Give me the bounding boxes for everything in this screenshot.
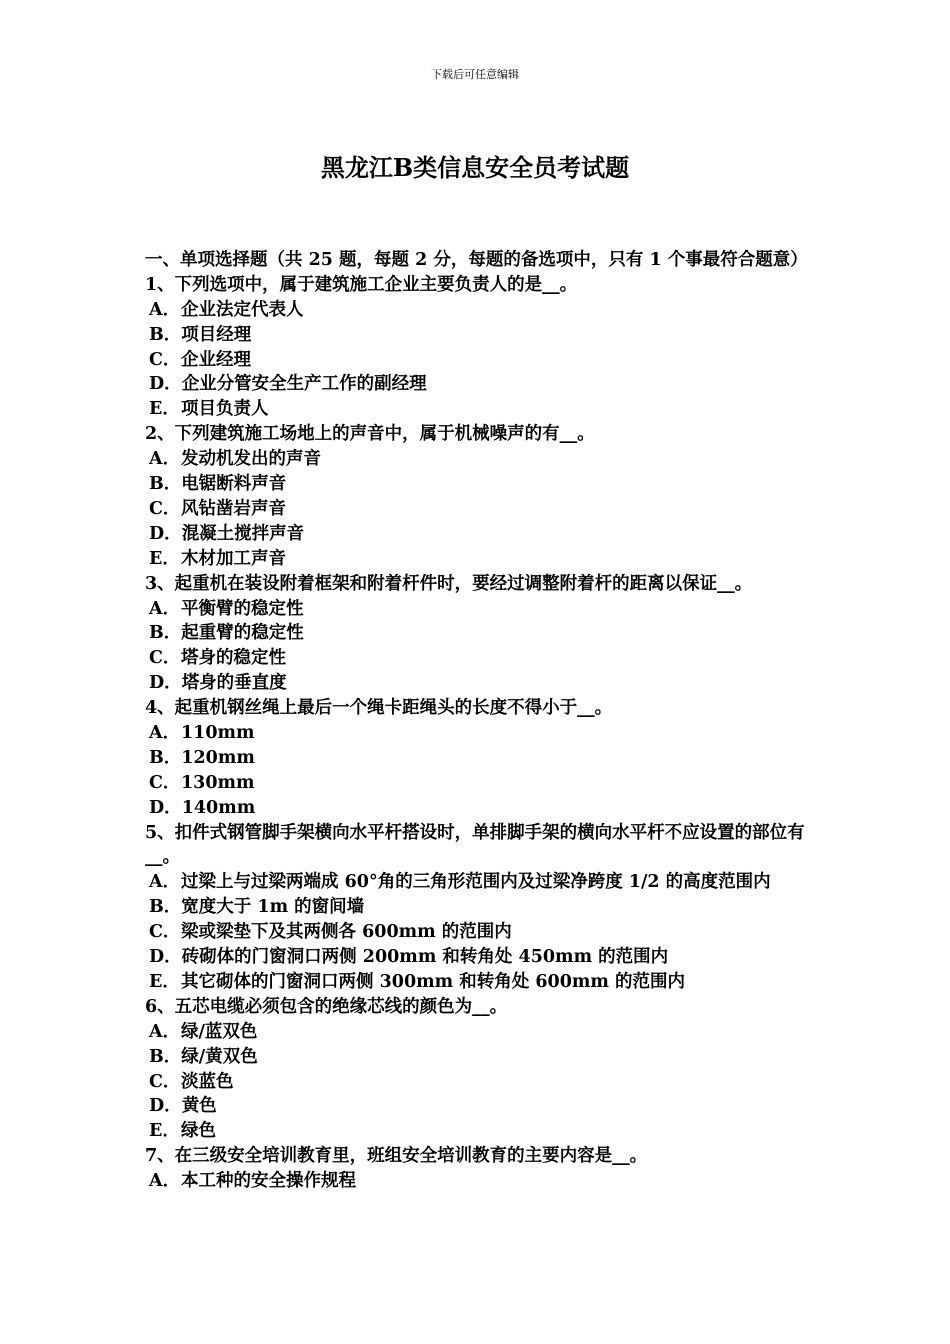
- option-letter: B．: [149, 324, 182, 345]
- option-text: 绿/蓝双色: [181, 1021, 258, 1042]
- option-text: 发动机发出的声音: [181, 449, 321, 470]
- option-letter: B．: [149, 747, 182, 768]
- option-text: 110mm: [181, 723, 255, 743]
- question-text: 4、起重机钢丝绳上最后一个绳卡距绳头的长度不得小于__。: [145, 698, 613, 719]
- answer-option: [145, 522, 813, 547]
- question-block: [145, 995, 813, 1144]
- option-text: 项目负责人: [181, 399, 269, 420]
- question-text: 1、下列选项中，属于建筑施工企业主要负责人的是__。: [145, 274, 578, 295]
- option-text: 砖砌体的门窗洞口两侧 200mm 和转角处 450mm 的范围内: [181, 947, 669, 968]
- option-text: 过梁上与过梁两端成 60°角的三角形范围内及过梁净跨度 1/2 的高度范围内: [181, 872, 771, 893]
- answer-option: [145, 372, 813, 397]
- option-letter: E．: [149, 971, 180, 992]
- option-text: 企业分管安全生产工作的副经理: [181, 374, 427, 395]
- answer-option: [145, 1094, 813, 1119]
- answer-option: [145, 895, 813, 920]
- option-text: 项目经理: [181, 324, 252, 345]
- question-text: 3、起重机在装设附着框架和附着杆件时，要经过调整附着杆的距离以保证__。: [145, 573, 753, 594]
- answer-option: [145, 870, 813, 895]
- answer-option: [145, 298, 813, 323]
- option-letter: A．: [149, 598, 181, 619]
- option-letter: E．: [149, 399, 180, 420]
- option-text: 平衡臂的稳定性: [181, 598, 304, 619]
- option-letter: B．: [149, 623, 182, 644]
- answer-option: [145, 1070, 813, 1095]
- answer-option: [145, 1045, 813, 1070]
- question-text: 5、扣件式钢管脚手架横向水平杆搭设时，单排脚手架的横向水平杆不应设置的部位有__。: [145, 822, 805, 868]
- option-letter: C．: [149, 922, 181, 943]
- option-letter: A．: [149, 449, 181, 470]
- answer-option: [145, 1169, 813, 1194]
- question-block: [145, 422, 813, 571]
- option-text: 黄色: [181, 1096, 217, 1117]
- option-text: 本工种的安全操作规程: [181, 1171, 356, 1192]
- answer-option: [145, 447, 813, 472]
- question-block: [145, 696, 813, 820]
- question-list: [145, 273, 813, 1194]
- option-text: 130mm: [181, 772, 255, 793]
- answer-option: [145, 1119, 813, 1144]
- exam-content: [145, 248, 813, 1194]
- option-text: 企业经理: [181, 349, 251, 370]
- option-text: 企业法定代表人: [181, 299, 304, 320]
- option-text: 其它砌体的门窗洞口两侧 300mm 和转角处 600mm 的范围内: [181, 971, 685, 992]
- question-block: [145, 572, 813, 696]
- option-text: 混凝土搅拌声音: [181, 523, 305, 544]
- option-text: 淡蓝色: [181, 1071, 234, 1092]
- answer-option: [145, 597, 813, 622]
- option-text: 宽度大于 1m 的窗间墙: [181, 897, 365, 918]
- option-text: 绿/黄双色: [181, 1046, 258, 1067]
- option-letter: B．: [149, 1046, 182, 1067]
- answer-option: [145, 920, 813, 945]
- answer-option: [145, 746, 813, 771]
- option-text: 梁或梁垫下及其两侧各 600mm 的范围内: [181, 922, 512, 943]
- option-letter: A．: [149, 1171, 181, 1192]
- answer-option: [145, 621, 813, 646]
- option-letter: E．: [149, 548, 180, 569]
- section-heading: 一、单项选择题（共 25 题，每题 2 分，每题的备选项中，只有 1 个事最符合题意）: [145, 250, 808, 270]
- option-letter: A．: [149, 872, 181, 893]
- option-text: 140mm: [181, 797, 256, 818]
- answer-option: [145, 945, 813, 970]
- option-text: 木材加工声音: [181, 548, 286, 569]
- answer-option: [145, 1020, 813, 1045]
- answer-option: [145, 397, 813, 422]
- question-text: 7、在三级安全培训教育里，班组安全培训教育的主要内容是__。: [145, 1146, 648, 1167]
- option-letter: C．: [149, 498, 181, 519]
- answer-option: [145, 547, 813, 572]
- option-letter: A．: [149, 723, 181, 743]
- option-letter: C．: [149, 349, 181, 370]
- question-text: 6、五芯电缆必须包含的绝缘芯线的颜色为__。: [145, 996, 508, 1017]
- question-block: [145, 821, 813, 995]
- option-letter: A．: [149, 299, 181, 320]
- answer-option: [145, 323, 813, 348]
- answer-option: [145, 497, 813, 522]
- answer-option: [145, 771, 813, 796]
- option-text: 电锯断料声音: [181, 474, 287, 495]
- option-letter: C．: [149, 1071, 181, 1092]
- answer-option: [145, 796, 813, 821]
- answer-option: [145, 671, 813, 696]
- question-block: [145, 1144, 813, 1194]
- question-text: 2、下列建筑施工场地上的声音中，属于机械噪声的有__。: [145, 424, 595, 445]
- answer-option: [145, 970, 813, 995]
- option-text: 120mm: [181, 747, 255, 768]
- header-note: 下载后可任意编辑: [431, 68, 519, 81]
- option-text: 风钻凿岩声音: [181, 498, 286, 519]
- option-letter: C．: [149, 772, 181, 793]
- option-letter: C．: [149, 648, 181, 669]
- option-text: 塔身的稳定性: [181, 648, 286, 669]
- answer-option: [145, 646, 813, 671]
- option-letter: B．: [149, 897, 182, 918]
- answer-option: [145, 348, 813, 373]
- option-letter: D．: [149, 797, 182, 818]
- option-text: 绿色: [181, 1121, 216, 1142]
- option-letter: B．: [149, 474, 182, 495]
- answer-option: [145, 721, 813, 746]
- option-letter: D．: [149, 523, 182, 544]
- question-block: [145, 273, 813, 422]
- document-title: 黑龙江B类信息安全员考试题: [320, 153, 630, 182]
- option-text: 起重臂的稳定性: [181, 623, 304, 644]
- option-letter: D．: [149, 374, 182, 395]
- option-letter: E．: [149, 1121, 180, 1142]
- answer-option: [145, 472, 813, 497]
- option-letter: D．: [149, 947, 182, 968]
- option-letter: D．: [149, 1096, 182, 1117]
- option-letter: A．: [149, 1021, 181, 1042]
- option-letter: D．: [149, 673, 182, 694]
- option-text: 塔身的垂直度: [181, 673, 287, 694]
